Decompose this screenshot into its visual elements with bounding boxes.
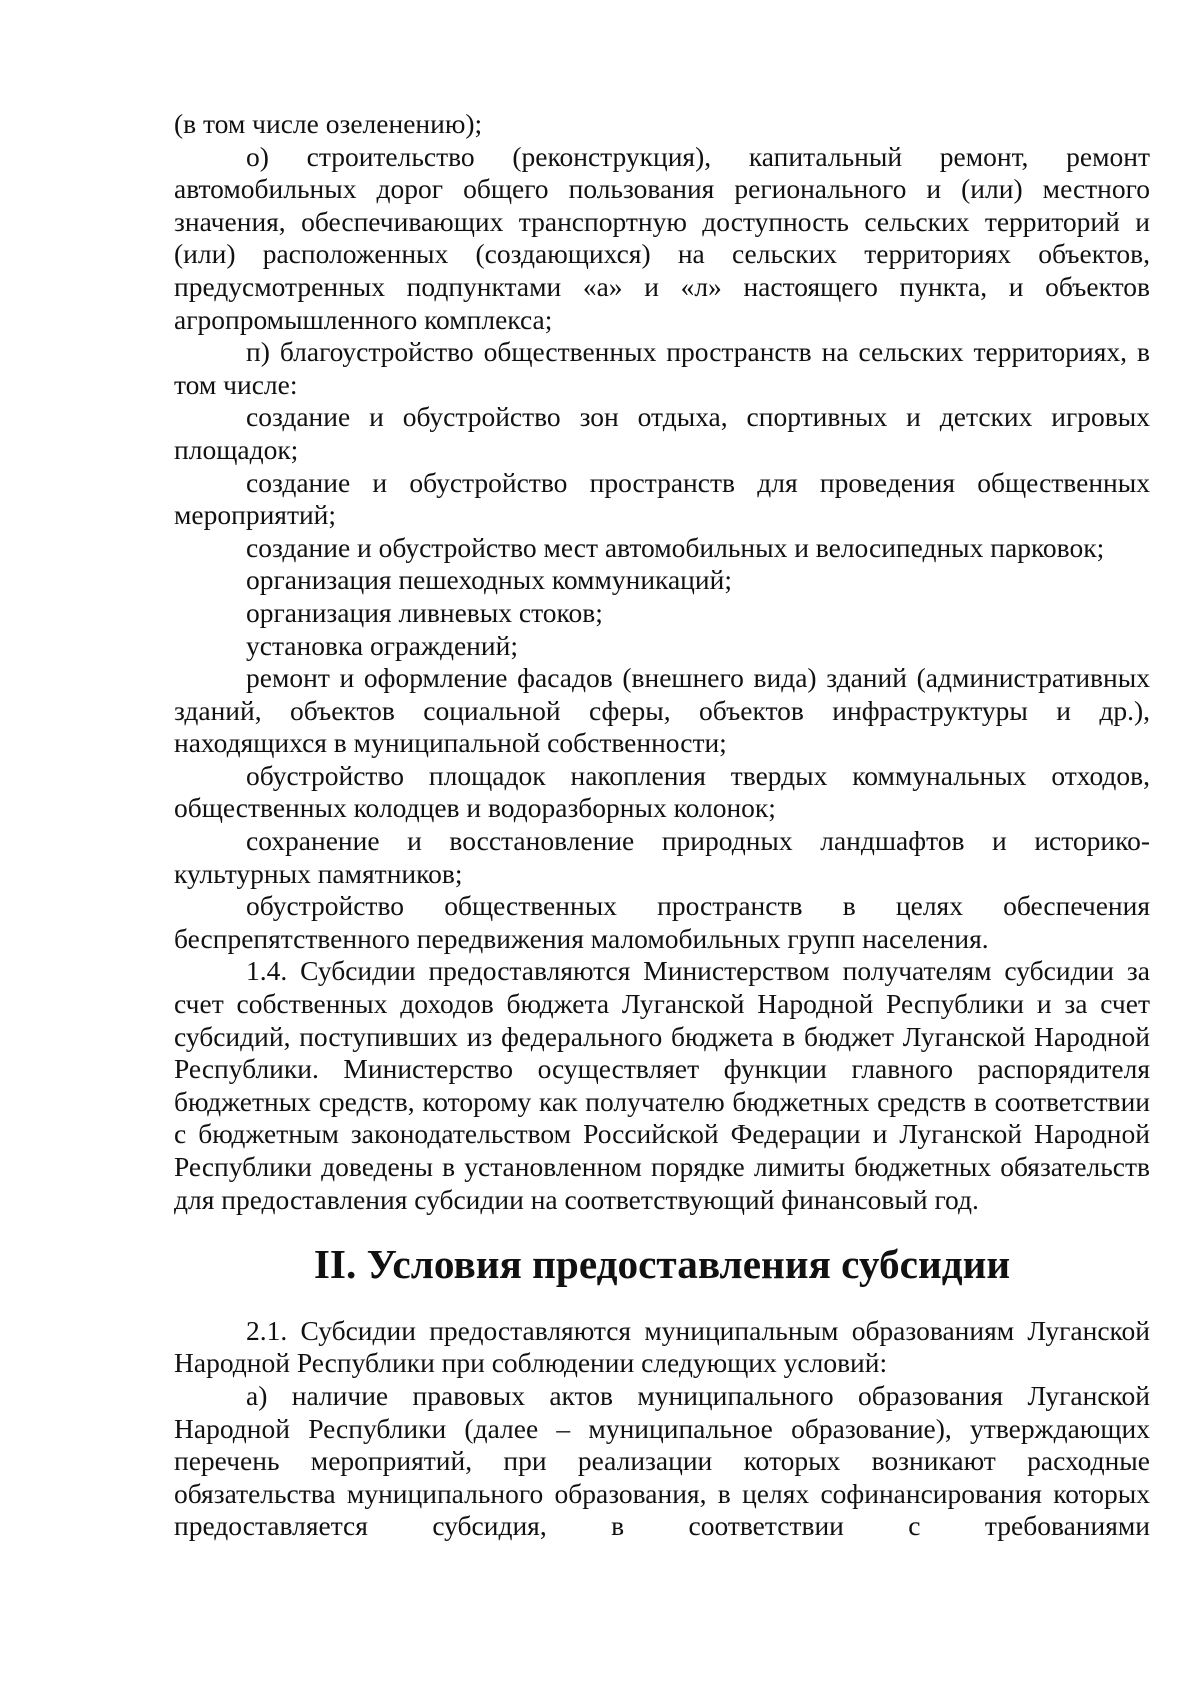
subitem-waste-sites: обустройство площадок накопления твердых коммунальных отходов, общественных колодцев и водоразборных колонок; xyxy=(174,759,1150,824)
section-heading: II. Условия предоставления субсидии xyxy=(313,1241,1011,1288)
subitem-storm-drains: организация ливневых стоков; xyxy=(246,596,603,628)
item-p-public-spaces: п) благоустройство общественных пространств на сельских территориях, в том числе: xyxy=(174,336,1150,400)
document-page xyxy=(174,108,1150,1543)
subitem-fences: установка ограждений; xyxy=(246,629,518,661)
subitem-landscapes: сохранение и восстановление природных ландшафтов и историко-культурных памятников; xyxy=(174,825,1150,889)
subitem-pedestrian: организация пешеходных коммуникаций; xyxy=(246,564,732,596)
item-a-legal-acts: а) наличие правовых актов муниципального образования Луганской Народной Республики (далее – муниципальное образование), утверждающих перечень мероприятий, при реализации которых возникают расходные обязательства муниципального образования, в целях софинансирования которых предоставляется субсидия, в соответствии с требованиями xyxy=(174,1379,1150,1542)
continuation-line: (в том числе озеленению); xyxy=(174,108,483,139)
subitem-facades: ремонт и оформление фасадов (внешнего вида) зданий (административных зданий, объектов социальной сферы, объектов инфраструктуры и др.), находящихся в муниципальной собственности; xyxy=(174,662,1150,759)
subitem-parking: создание и обустройство мест автомобильных и велосипедных парковок; xyxy=(246,531,1105,563)
subitem-accessibility: обустройство общественных пространств в целях обеспечения беспрепятственного передвижения маломобильных групп населения. xyxy=(174,890,1150,954)
subitem-event-spaces: создание и обустройство пространств для проведения общественных мероприятий; xyxy=(174,466,1150,531)
paragraph-2-1: 2.1. Субсидии предоставляются муниципальным образованиям Луганской Народной Республики при соблюдении следующих условий: xyxy=(174,1314,1150,1379)
item-o-roads: о) строительство (реконструкция), капитальный ремонт, ремонт автомобильных дорог общего пользования регионального и (или) местного значения, обеспечивающих транспортную доступность сельских территорий и (или) расположенных (создающихся) на сельских территориях объектов, предусмотренных подпунктами «а» и «л» настоящего пункта, и объектов агропромышленного комплекса; xyxy=(174,140,1150,335)
paragraph-1-4: 1.4. Субсидии предоставляются Министерством получателям субсидии за счет собственных доходов бюджета Луганской Народной Республики и за счет субсидий, поступивших из федерального бюджета в бюджет Луганской Народной Республики. Министерство осуществляет функции главного распорядителя бюджетных средств, которому как получателю бюджетных средств в соответствии с бюджетным законодательством Российской Федерации и Луганской Народной Республики доведены в установленном порядке лимиты бюджетных обязательств для предоставления субсидии на соответствующий финансовый год. xyxy=(174,955,1150,1215)
subitem-recreation-zones: создание и обустройство зон отдыха, спортивных и детских игровых площадок; xyxy=(174,401,1150,465)
